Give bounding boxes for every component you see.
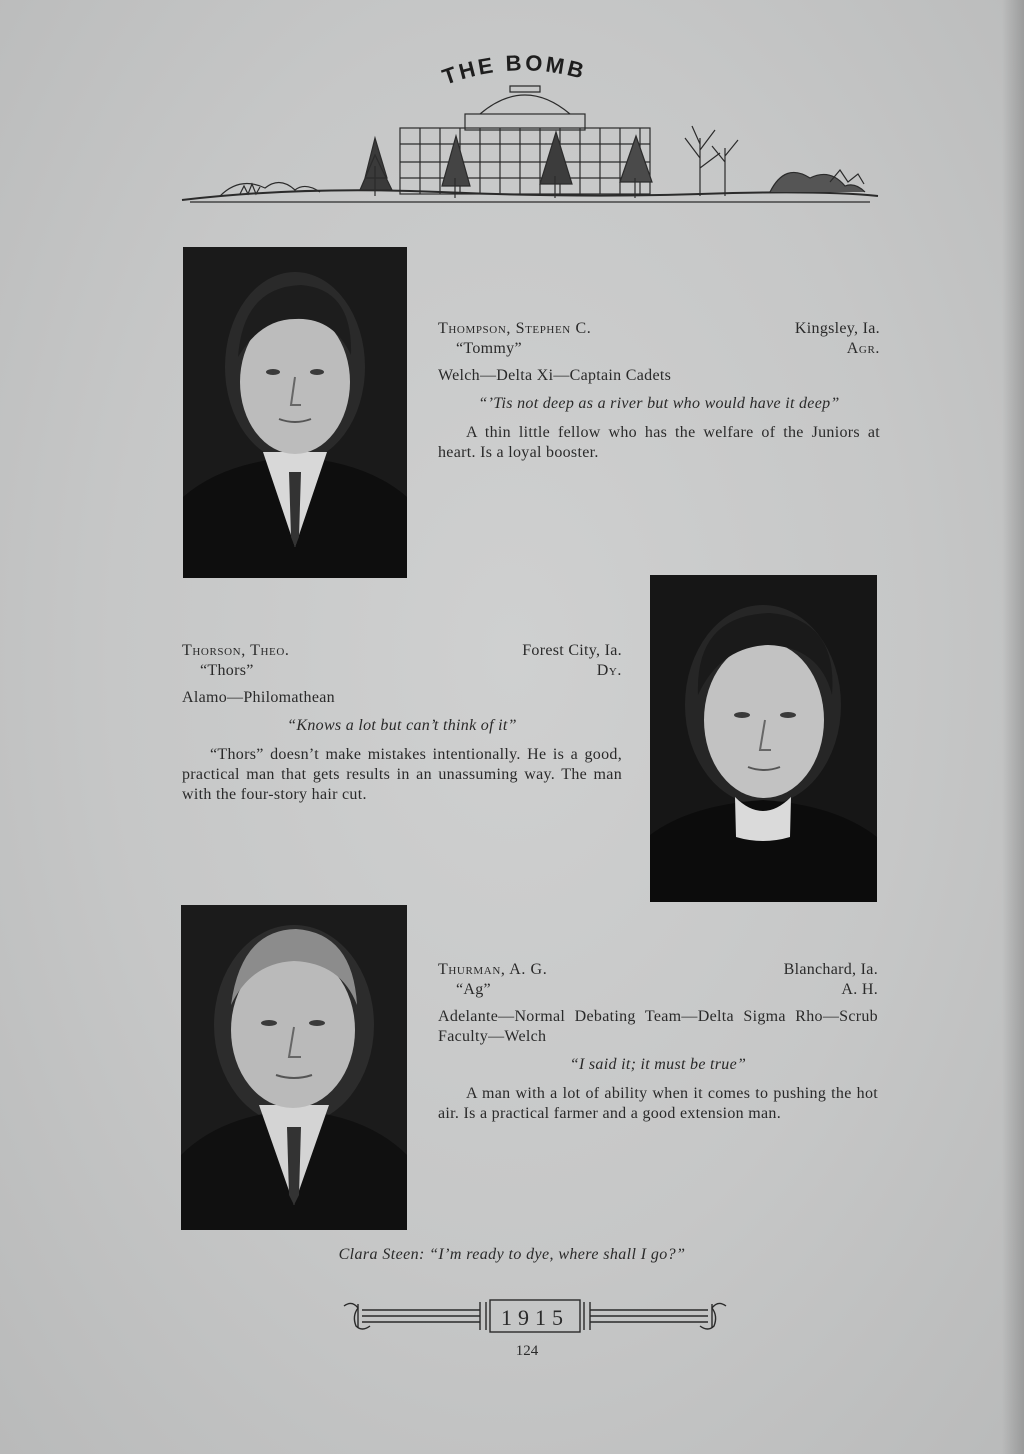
societies: Adelante—Normal Debating Team—Delta Sigma Rho—Scrub Faculty—Welch (438, 1008, 878, 1045)
nickname-row (438, 339, 880, 359)
nickname-row (182, 661, 622, 681)
portrait-photo-thurman (181, 905, 407, 1230)
student-name: Thurman, A. G. (438, 961, 548, 978)
student-name: Thorson, Theo. (182, 642, 290, 659)
motto: “’Tis not deep as a river but who would have it deep” (478, 395, 840, 412)
svg-text:1915: 1915 (501, 1305, 569, 1330)
student-name: Thompson, Stephen C. (438, 320, 592, 337)
description: “Thors” doesn’t make mistakes intentionally. He is a good, practical man that gets results in an unassuming way. The man with the four-story hair cut. (182, 746, 622, 803)
campus-illustration (180, 78, 880, 206)
nickname: “Ag” (456, 981, 491, 998)
hometown: Kingsley, Ia. (794, 320, 880, 337)
description: A thin little fellow who has the welfare of the Juniors at heart. Is a loyal booster. (438, 424, 880, 461)
hometown: Blanchard, Ia. (783, 961, 878, 978)
entry-thurman (438, 960, 878, 1124)
year-banner (340, 1296, 730, 1336)
description: A man with a lot of ability when it comes to pushing the hot air. Is a practical farmer and a good extension man. (438, 1085, 878, 1122)
societies: Alamo—Philomathean (182, 689, 335, 706)
societies: Welch—Delta Xi—Captain Cadets (438, 367, 672, 384)
nickname-row (438, 980, 878, 1000)
course: A. H. (841, 981, 878, 998)
footer-quote: Clara Steen: “I’m ready to dye, where shall I go?” (338, 1246, 686, 1263)
nickname: “Tommy” (456, 340, 522, 357)
entry-thompson (438, 319, 880, 463)
hometown: Forest City, Ia. (522, 642, 622, 659)
name-row (438, 960, 878, 980)
svg-text:THE BOMB: THE BOMB (439, 52, 590, 90)
portrait-photo-thorson (650, 575, 877, 902)
entry-thorson (182, 641, 622, 805)
course: Dy. (596, 662, 622, 679)
name-row (182, 641, 622, 661)
motto: “I said it; it must be true” (569, 1056, 747, 1073)
page-number: 124 (515, 1343, 539, 1359)
motto: “Knows a lot but can’t think of it” (287, 717, 517, 734)
nickname: “Thors” (200, 662, 254, 679)
portrait-photo-thompson (183, 247, 407, 578)
name-row (438, 319, 880, 339)
course: Agr. (846, 340, 880, 357)
page-edge-shadow (1002, 0, 1024, 1454)
